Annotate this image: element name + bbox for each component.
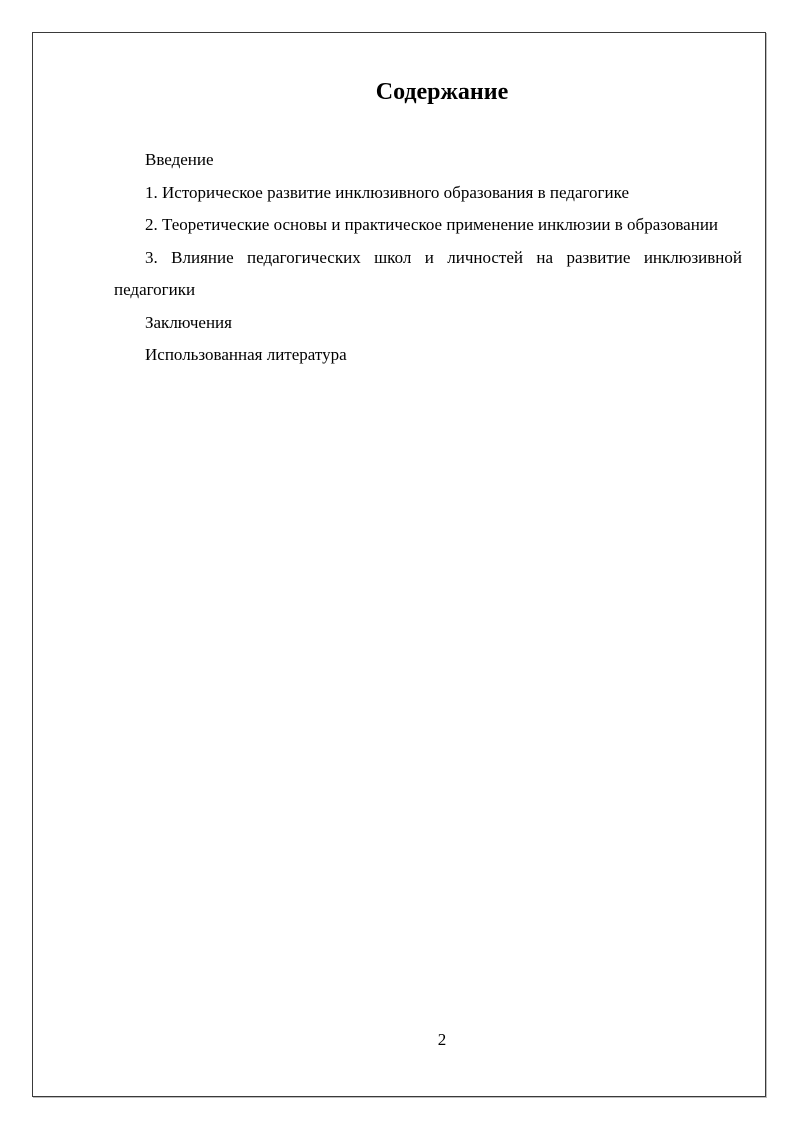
toc-item-references: Использованная литература (145, 345, 347, 364)
page-number: 2 (437, 1030, 447, 1049)
toc-item-introduction: Введение (145, 150, 214, 169)
toc-item-chapter-3: 3. Влияние педагогических школ и личностей на развитие инклюзивной педагогики (114, 247, 742, 299)
toc-item-chapter-1: 1. Историческое развитие инклюзивного образования в педагогике (145, 182, 629, 202)
toc-item-conclusion: Заключения (145, 312, 232, 332)
page-content (114, 74, 742, 372)
toc-item-chapter-2: 2. Теоретические основы и практическое применение инклюзии в образовании (145, 215, 719, 234)
page-title: Содержание (375, 79, 509, 105)
